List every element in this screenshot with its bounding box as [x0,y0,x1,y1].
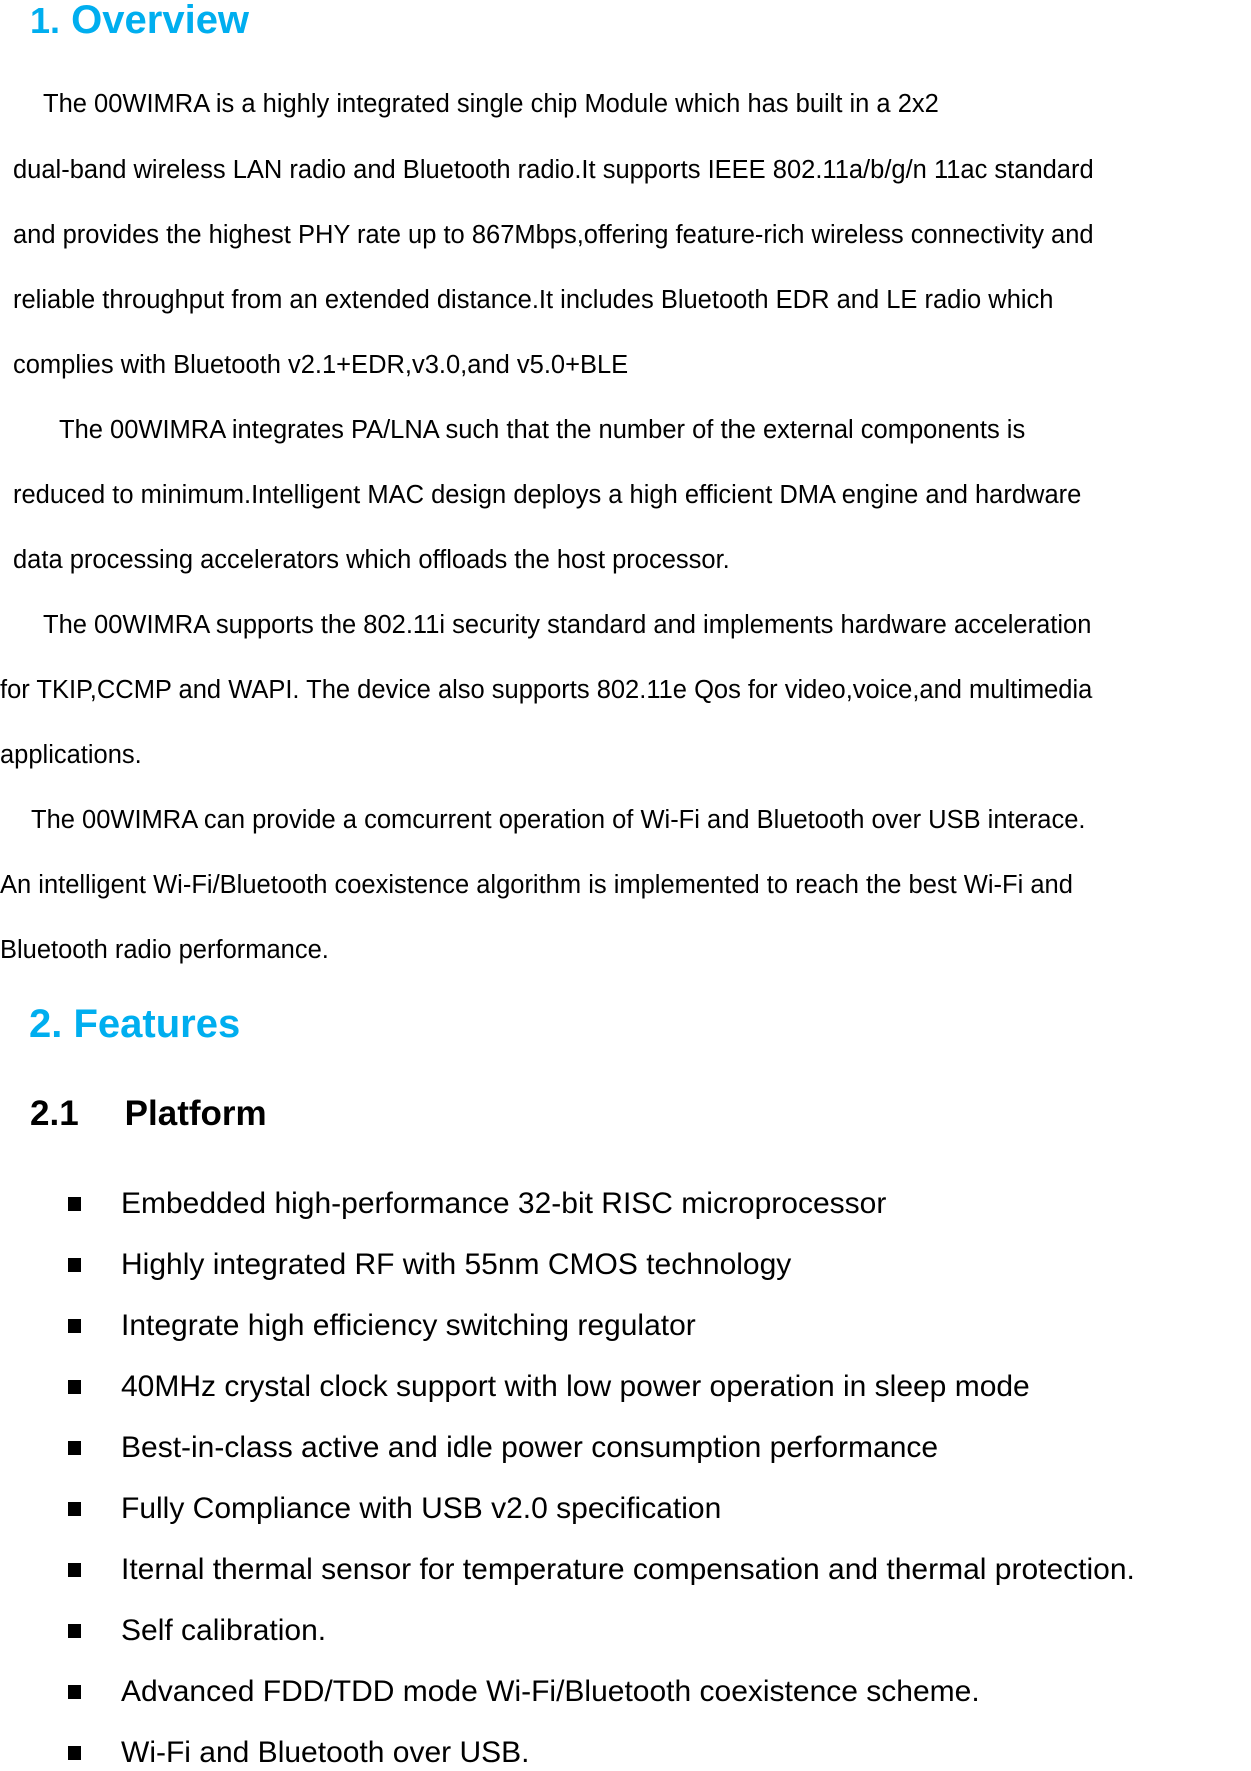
list-item: Wi-Fi and Bluetooth over USB. [68,1735,530,1771]
list-item: Integrate high efficiency switching regulator [68,1308,696,1344]
list-item: Iternal thermal sensor for temperature compensation and thermal protection. [68,1552,1135,1588]
square-bullet-icon [68,1258,81,1272]
paragraph-line: for TKIP,CCMP and WAPI. The device also supports 802.11e Qos for video,voice,and multimedia [0,676,1093,704]
platform-heading-title: Platform [124,1094,267,1133]
overview-heading-number: 1. [30,0,61,41]
square-bullet-icon [68,1624,81,1638]
overview-heading [30,0,249,43]
paragraph-line: complies with Bluetooth v2.1+EDR,v3.0,and v5.0+BLE [13,351,629,379]
paragraph-line: The 00WIMRA integrates PA/LNA such that the number of the external components is [59,416,1026,444]
list-item: Embedded high-performance 32-bit RISC microprocessor [68,1186,886,1222]
paragraph-line: and provides the highest PHY rate up to 867Mbps,offering feature-rich wireless connectivity and [13,221,1094,249]
square-bullet-icon [68,1685,81,1699]
overview-heading-title: Overview [71,0,250,42]
paragraph-line: reliable throughput from an extended distance.It includes Bluetooth EDR and LE radio which [13,286,1054,314]
list-item: Self calibration. [68,1613,326,1649]
platform-heading-number: 2.1 [30,1094,79,1133]
square-bullet-icon [68,1746,81,1760]
paragraph-line: reduced to minimum.Intelligent MAC design deploys a high efficient DMA engine and hardware [13,481,1082,509]
square-bullet-icon [68,1380,81,1394]
square-bullet-icon [68,1441,81,1455]
paragraph-line: dual-band wireless LAN radio and Bluetooth radio.It supports IEEE 802.11a/b/g/n 11ac standard [13,156,1094,184]
list-item: Best-in-class active and idle power consumption performance [68,1430,938,1466]
square-bullet-icon [68,1502,81,1516]
features-heading: 2. Features [29,1002,241,1046]
list-item: Advanced FDD/TDD mode Wi-Fi/Bluetooth coexistence scheme. [68,1674,980,1710]
platform-heading [30,1094,267,1134]
square-bullet-icon [68,1563,81,1577]
paragraph-line: The 00WIMRA supports the 802.11i security standard and implements hardware acceleration [43,611,1092,639]
list-item: 40MHz crystal clock support with low power operation in sleep mode [68,1369,1030,1405]
paragraph-line: The 00WIMRA is a highly integrated single chip Module which has built in a 2x2 [43,90,939,118]
square-bullet-icon [68,1197,81,1211]
paragraph-line: Bluetooth radio performance. [0,936,329,964]
list-item: Fully Compliance with USB v2.0 specification [68,1491,721,1527]
paragraph-line: The 00WIMRA can provide a comcurrent operation of Wi-Fi and Bluetooth over USB interace. [31,806,1086,834]
list-item: Highly integrated RF with 55nm CMOS technology [68,1247,791,1283]
paragraph-line: An intelligent Wi-Fi/Bluetooth coexistence algorithm is implemented to reach the best Wi-Fi and [0,871,1073,899]
paragraph-line: data processing accelerators which offloads the host processor. [13,546,730,574]
square-bullet-icon [68,1319,81,1333]
paragraph-line: applications. [0,741,142,769]
